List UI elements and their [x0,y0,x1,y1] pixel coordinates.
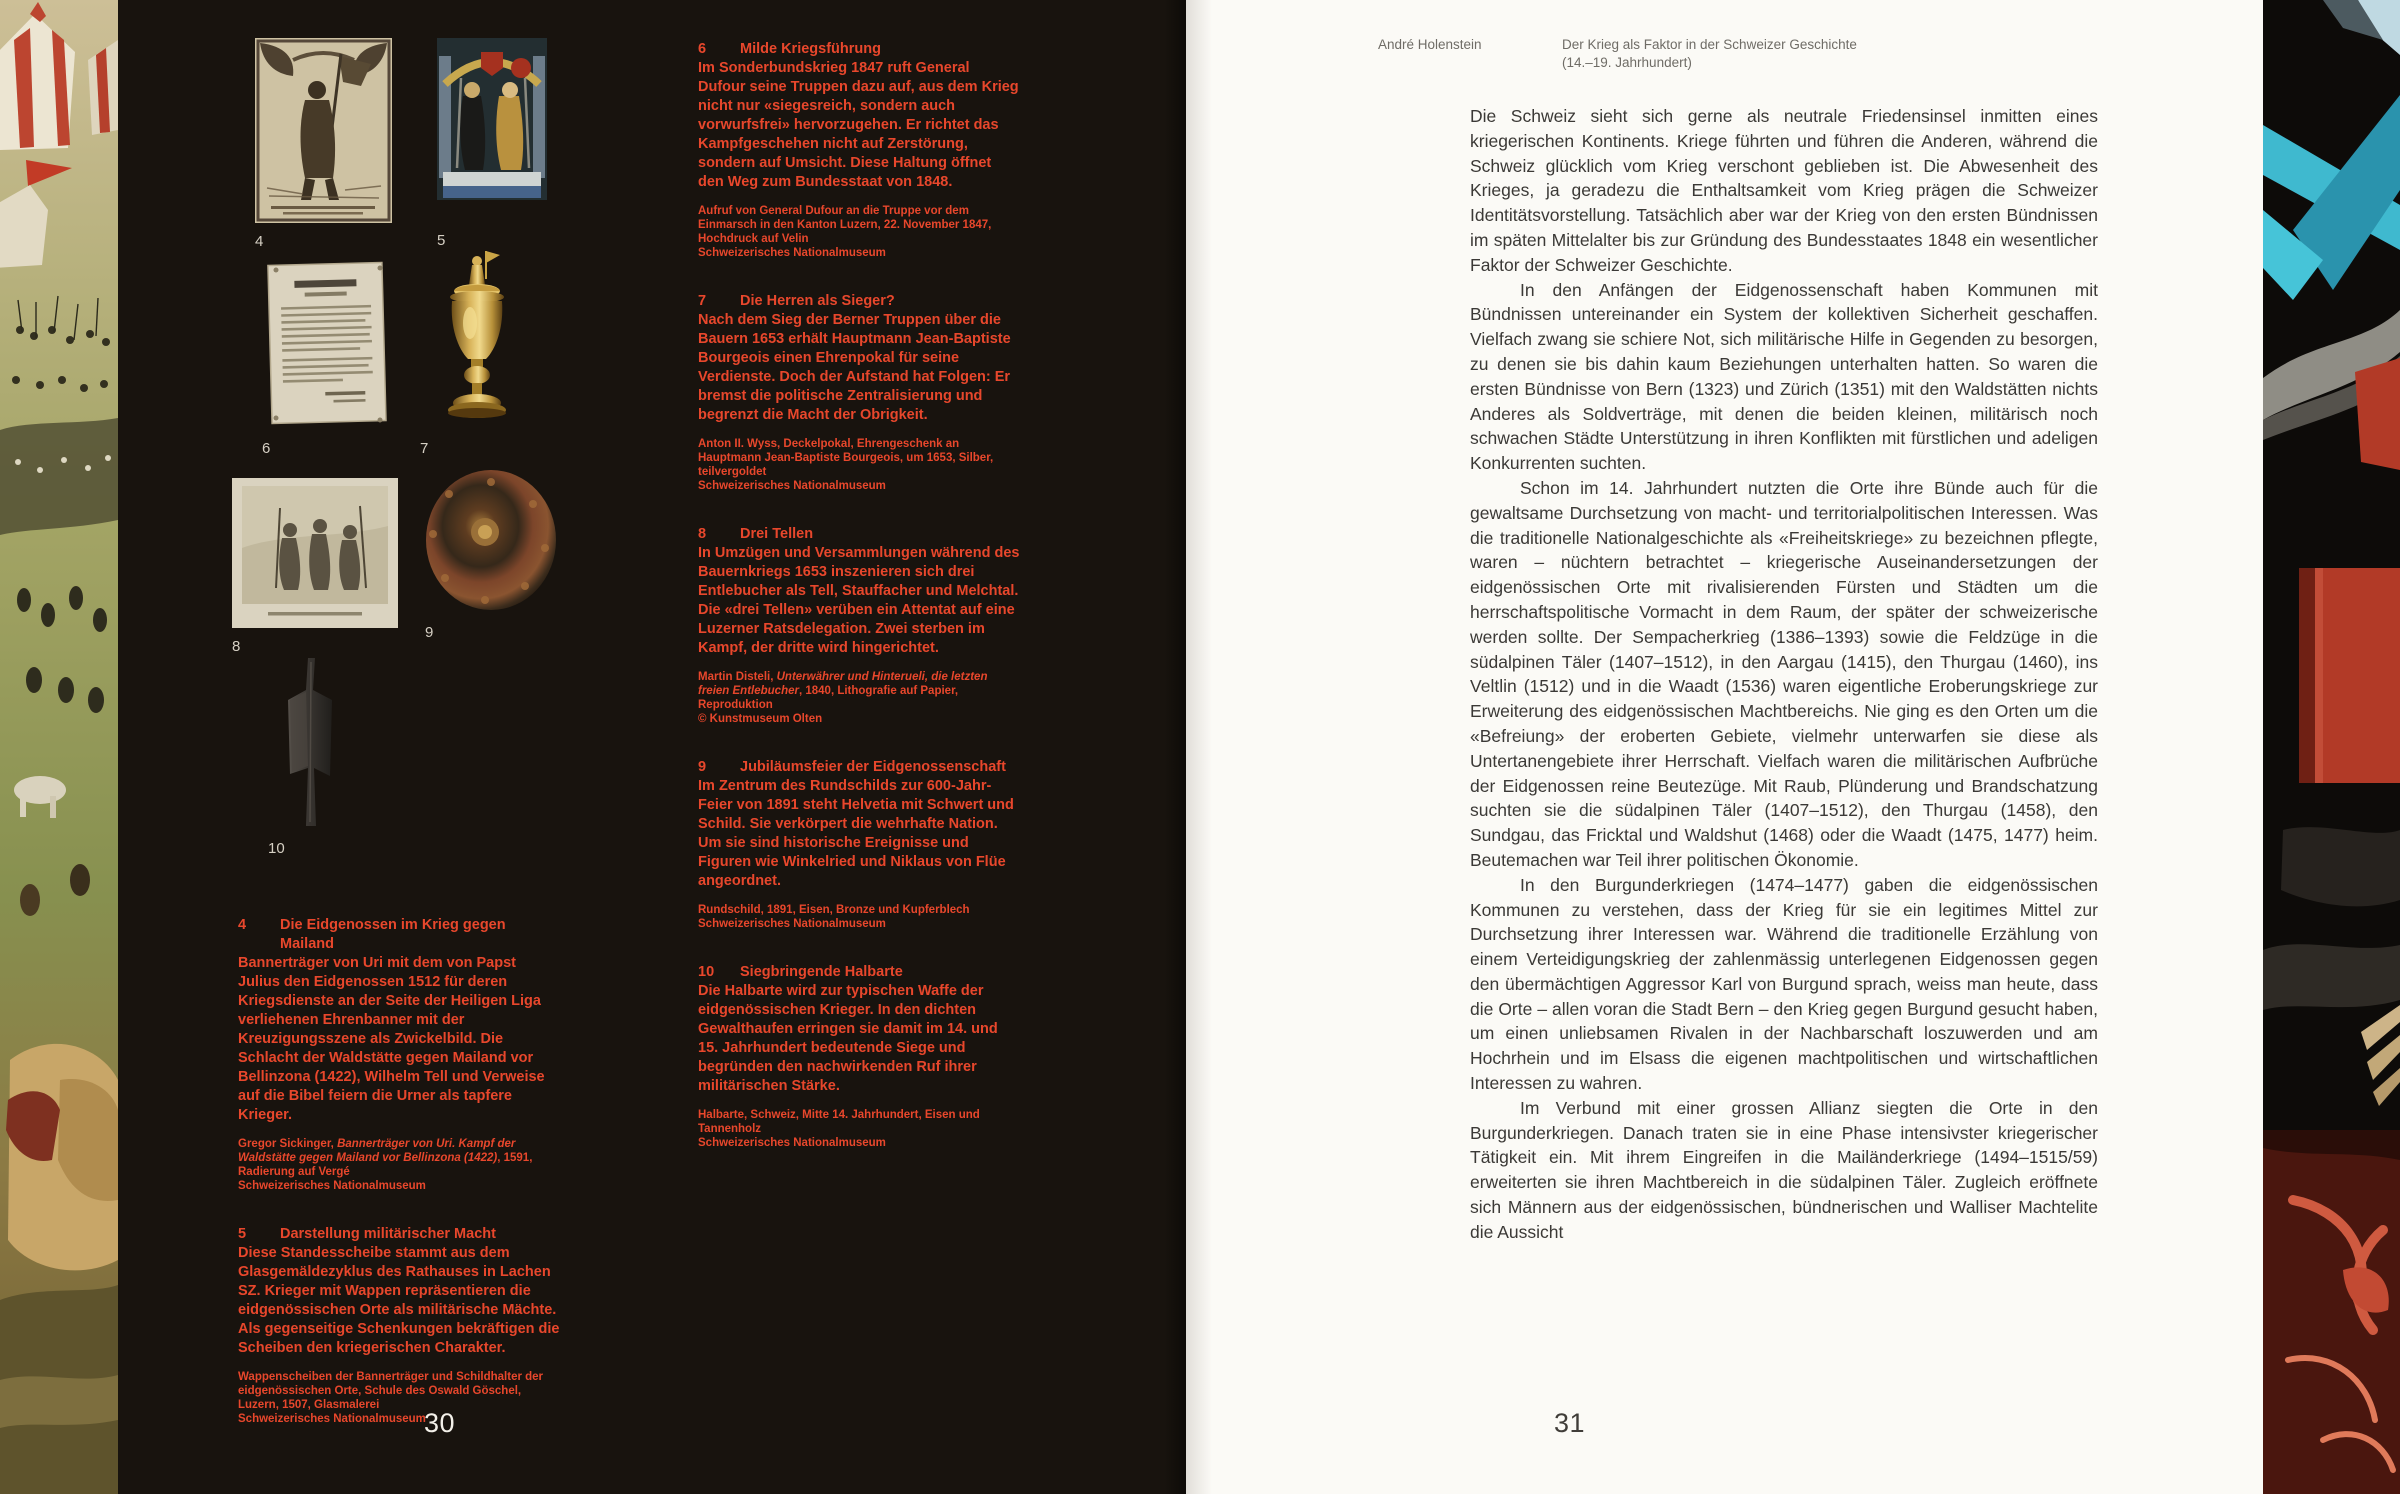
figure-number: 4 [255,233,264,250]
caption-credit: Wappenscheiben der Bannerträger und Schildhalter der eidgenössischen Orte, Schule des Oswald Göschel, Luzern, 1507, Glasmalerei Schweizerisches Nationalmuseum [238,1370,560,1426]
body-paragraph: In den Anfängen der Eidgenossenschaft haben Kommunen mit Bündnissen untereinander ein System der kollektiven Sicherheit geschaffen. Vielfach zwang sie schiere Not, sich militärische Hilfe in Gegenden zu besorgen, zu denen sie bis dahin kaum Beziehungen unterhalten hatten. So waren die ersten Bündnisse von Bern (1323) und Zürich (1351) mit den Waldstätten nichts Anderes als Soldverträge, mit denen die beiden kleinen, militärisch noch schwachen Städte Unterstützung in ihren Konflikten mit fürstlichen und adeligen Konkurrenten suchten. [1470,279,2098,474]
etching-image [255,38,392,223]
caption-institution: © Kunstmuseum Olten [698,713,823,725]
caption-institution: Schweizerisches Nationalmuseum [698,480,886,492]
figure-number: 6 [262,440,271,457]
caption-title: Jubiläumsfeier der Eidgenossenschaft [740,759,1006,775]
caption-number: 4 [238,917,247,933]
body-paragraph: Schon im 14. Jahrhundert nutzten die Orte ihre Bünde auch für die gewaltsame Durchsetzung von macht- und territorialpolitischen Interessen. Was die traditionelle Nationalgeschichte als «Freiheitskriege» zu bezeichnen pflegte, waren – nüchtern betrachtet – kriegerische Auseinandersetzungen der eidgenössischen Orte mit rivalisierenden Fürsten und Städten um die herrschaftspolitische Vormacht in dem Raum, der später der schweizerische werden sollte. Der Sempacherkrieg (1386–1393) sowie die Feldzüge in die südalpinen Täler (1407–1512), in den Aargau (1415), den Thurgau (1460), ins Veltlin (1512) und in die Waadt (1536) waren eigentliche Eroberungskriege zur Erweiterung des eidgenössischen Machtbereichs. Nie ging es den Orten um die «Befreiung» der eroberten Gebiete, vielmehr unterwarfen sie diese als Untertanengebiete ihrer Herrschaft. Vielfach waren die militärischen Aufbrüche der Eidgenossen reine Beutezüge. Mit Raub, Plünderung und Brandschatzung suchten sie die südalpinen Täler (1407–1512), den Thurgau (1458), den Sundgau, das Fricktal und Waldshut (1468) oder die Waadt (1475, 1477) heim. Beutemachen war Teil ihrer politischen Ökonomie. [1470,477,2098,870]
figure-7-goblet [420,245,535,457]
caption-institution: Schweizerisches Nationalmuseum [698,918,886,930]
caption-number: 5 [238,1226,247,1242]
shield-image [425,468,557,612]
caption-body: In Umzügen und Versammlungen während des Bauernkriegs 1653 inszenieren sich drei Entlebucher als Tell, Stauffacher und Melchtal. Die «drei Tellen» verüben ein Attentat auf eine Luzerner Ratsdelegation. Zwei sterben im Kampf, der dritte wird hingerichtet. [698,545,1020,656]
figure-4-etching [255,38,392,250]
caption-credit: Rundschild, 1891, Eisen, Bronze und Kupferblech Schweizerisches Nationalmuseum [698,903,1020,931]
figure-caption-6 [698,40,1020,260]
caption-column-left [238,916,560,1458]
caption-number: 6 [698,41,707,57]
proclamation-image [262,260,392,428]
caption-title: Milde Kriegsführung [740,41,881,57]
figure-number: 7 [420,440,429,457]
left-page [118,0,1186,1494]
caption-number: 7 [698,293,707,309]
caption-credit: Martin Disteli, Unterwährer und Hinterueli, die letzten freien Entlebucher, 1840, Lithografie auf Papier, Reproduktion © Kunstmuseum Olten [698,670,1020,726]
body-paragraph: Im Verbund mit einer grossen Allianz siegten die Orte in den Burgunderkriegen. Danach traten sie in eine Phase intensivster kriegerischer Tätigkeit ein. Mit ihrem Eingreifen in die Mailänderkriege (1494–1515/59) erweiterten sie ihren Machtbereich in die südalpinen Täler. Zugleich eröffnete sich Männern aus der eidgenössischen, bündnerischen und Walliser Machtelite die Aussicht [1470,1097,2098,1242]
figure-caption-5 [238,1225,560,1426]
caption-credit: Anton II. Wyss, Deckelpokal, Ehrengeschenk an Hauptmann Jean-Baptiste Bourgeois, um 1653, Silber, teilvergoldet Schweizerisches Nationalmuseum [698,437,1020,493]
figure-number: 9 [425,624,434,641]
figure-number: 10 [268,840,285,857]
halberd-image [268,656,352,830]
caption-number: 8 [698,526,707,542]
figure-caption-4 [238,916,560,1193]
figure-5-stained-glass [437,38,547,249]
caption-title: Die Eidgenossen im Krieg gegen Mailand [280,917,506,952]
caption-institution: Schweizerisches Nationalmuseum [698,1137,886,1149]
lithograph-image [232,478,398,628]
article-body [1470,104,2098,1245]
right-page [1186,0,2263,1494]
caption-credit: Halbarte, Schweiz, Mitte 14. Jahrhundert, Eisen und Tannenholz Schweizerisches Nationalmuseum [698,1108,1020,1150]
page-number-right: 31 [1554,1408,1586,1438]
goblet-image [420,245,535,430]
caption-body: Nach dem Sieg der Berner Truppen über die Bauern 1653 erhält Hauptmann Jean-Baptiste Bourgeois einen Ehrenpokal für seine Verdienste. Doch der Aufstand hat Folgen: Er bremst die politische Zentralisierung und begrenzt die Macht der Obrigkeit. [698,312,1011,423]
caption-body: Im Sonderbundskrieg 1847 ruft General Dufour seine Truppen dazu auf, aus dem Krieg nicht nur «siegesreich, sondern auch vorwurfsfrei» hervorzugehen. Er richtet das Kampfgeschehen nicht auf Zerstörung, sondern auf Umsicht. Diese Haltung öffnet den Weg zum Bundesstaat von 1848. [698,60,1019,190]
body-paragraph: In den Burgunderkriegen (1474–1477) gaben die eidgenössischen Kommunen zu verstehen, dass der Krieg für sie ein legitimes Mittel zur Durchsetzung ihrer Interessen war. Während die traditionelle Erzählung von einem Verteidigungskrieg der zahlenmässig unterlegenen Eidgenossen gegen den übermächtigen Aggressor Karl von Burgund sprach, weiss man heute, dass die Orte – allen voran die Stadt Bern – den Krieg gegen Burgund gesucht haben, um einen unliebsamen Rivalen in der Nachbarschaft loszuwerden und am Hochrhein und im Elsass die eigenen machtpolitischen und wirtschaftlichen Interessen zu wahren. [1470,874,2098,1094]
figure-caption-8 [698,525,1020,726]
right-artwork-strip [2263,0,2400,1494]
caption-number: 9 [698,759,707,775]
page-number-left: 30 [424,1408,456,1438]
running-head-author: André Holenstein [1378,37,1482,52]
caption-body: Bannerträger von Uri mit dem von Papst Julius den Eidgenossen 1512 für deren Kriegsdienste an der Seite der Heiligen Liga verliehenen Ehrenbanner mit der Kreuzigungsszene als Zwickelbild. Die Schlacht der Waldstätte gegen Mailand vor Bellinzona (1422), Wilhelm Tell und Verweise auf die Bibel feiern die Urner als tapfere Krieger. [238,955,545,1123]
caption-number: 10 [698,964,715,980]
running-head-title-line1: Der Krieg als Faktor in der Schweizer Geschichte [1562,37,1857,52]
caption-credit: Gregor Sickinger, Bannerträger von Uri. Kampf der Waldstätte gegen Mailand vor Bellinzona (1422), 1591, Radierung auf Vergé Schweizerisches Nationalmuseum [238,1137,560,1193]
figure-caption-7 [698,292,1020,493]
figure-10-halberd [268,656,352,857]
figure-6-proclamation [262,260,392,457]
caption-institution: Schweizerisches Nationalmuseum [238,1180,426,1192]
body-paragraph: Die Schweiz sieht sich gerne als neutrale Friedensinsel inmitten eines kriegerischen Kontinents. Kriege führten und führen die Anderen, während die Schweiz glücklich vom Krieg verschont geblieben ist. Die Abwesenheit des Krieges, ja geradezu die Enthaltsamkeit vom Krieg prägen die Schweizer Identitätsvorstellung. Tatsächlich aber war der Krieg von den ersten Bündnissen im späten Mittelalter bis zur Gründung des Bundesstaates 1848 ein wesentlicher Faktor der Schweizer Geschichte. [1470,106,2098,275]
caption-institution: Schweizerisches Nationalmuseum [698,247,886,259]
running-head-title [1562,36,1857,72]
stained-glass-image [437,38,547,200]
figure-number: 5 [437,232,446,249]
running-head-title-line2: (14.–19. Jahrhundert) [1562,55,1692,70]
caption-body: Die Halbarte wird zur typischen Waffe der eidgenössischen Krieger. In den dichten Gewalthaufen erringen sie damit im 14. und 15. Jahrhundert bedeutende Siege und begründen den nachwirkenden Ruf ihrer militärischen Stärke. [698,983,998,1094]
caption-title: Die Herren als Sieger? [740,293,895,309]
caption-body: Im Zentrum des Rundschilds zur 600-Jahr-Feier von 1891 steht Helvetia mit Schwert und Schild. Sie verkörpert die wehrhafte Nation. Um sie sind historische Ereignisse und Figuren wie Winkelried und Niklaus von Flüe angeordnet. [698,778,1014,889]
caption-title: Darstellung militärischer Macht [280,1226,496,1242]
caption-institution: Schweizerisches Nationalmuseum [238,1413,426,1425]
caption-credit: Aufruf von General Dufour an die Truppe vor dem Einmarsch in den Kanton Luzern, 22. November 1847, Hochdruck auf Velin Schweizerisches Nationalmuseum [698,204,1020,260]
figure-number: 8 [232,638,241,655]
left-artwork-strip [0,0,118,1494]
figure-caption-9 [698,758,1020,931]
figure-8-lithograph [232,478,398,655]
figure-9-shield [425,468,557,641]
caption-title: Siegbringende Halbarte [740,964,903,980]
caption-body: Diese Standesscheibe stammt aus dem Glasgemäldezyklus des Rathauses in Lachen SZ. Krieger mit Wappen repräsentieren die eidgenössischen Orte als militärische Mächte. Als gegenseitige Schenkungen bekräftigen die Scheiben den kriegerischen Charakter. [238,1245,560,1356]
caption-column-right [698,40,1020,1182]
caption-title: Drei Tellen [740,526,814,542]
figure-caption-10 [698,963,1020,1150]
